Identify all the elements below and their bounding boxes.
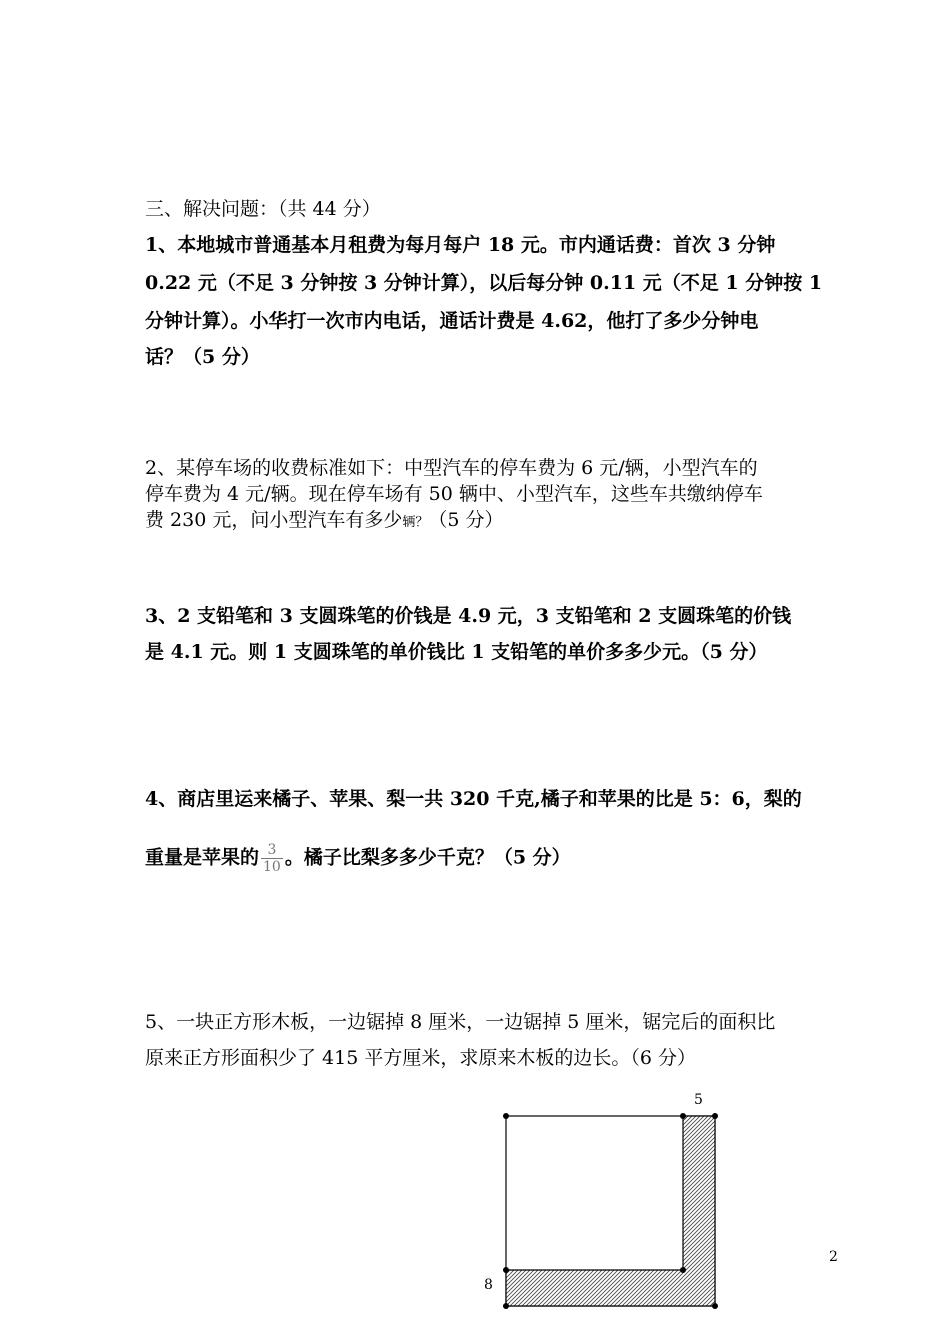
- fraction-numerator: 3: [261, 842, 283, 859]
- removed-strips-hatched: [506, 1116, 715, 1306]
- problem-4-line-2: [145, 842, 571, 875]
- problem-4-line-2-after: 。橘子比梨多多少千克？（5 分）: [284, 846, 571, 869]
- vertex-dot: [503, 1113, 509, 1119]
- problem-5-line-2: 原来正方形面积少了 415 平方厘米，求原来木板的边长。（6 分）: [145, 1047, 696, 1069]
- problem-1-line-3: 分钟计算）。小华打一次市内电话，通话计费是 4.62，他打了多少分钟电: [145, 310, 759, 332]
- label-bottom-left: 8: [484, 1277, 493, 1293]
- square-board-diagram: [495, 1105, 725, 1315]
- problem-2-line-3-text: 费 230 元，问小型汽车有多少: [145, 509, 403, 531]
- fraction: [261, 842, 283, 875]
- vertex-dot: [503, 1267, 509, 1273]
- label-top-right: 5: [694, 1092, 703, 1108]
- problem-2-line-1: 2、某停车场的收费标准如下：中型汽车的停车费为 6 元/辆，小型汽车的: [145, 457, 758, 479]
- vertex-dot: [680, 1113, 686, 1119]
- problem-5-line-1: 5、一块正方形木板，一边锯掉 8 厘米，一边锯掉 5 厘米，锯完后的面积比: [145, 1011, 776, 1033]
- vertex-dot: [712, 1113, 718, 1119]
- problem-4-line-2-before: 重量是苹果的: [145, 846, 260, 869]
- problem-2-line-3-points: （5 分）: [428, 509, 504, 531]
- vertex-dot: [503, 1303, 509, 1309]
- problem-1-line-1: 1、本地城市普通基本月租费为每月每户 18 元。市内通话费：首次 3 分钟: [145, 234, 776, 256]
- problem-3-line-2: 是 4.1 元。则 1 支圆珠笔的单价钱比 1 支铅笔的单价多多少元。（5 分）: [145, 641, 768, 663]
- page-number: 2: [829, 1249, 838, 1265]
- problem-2-line-3-small: 辆？: [402, 515, 429, 530]
- problem-1-line-2: 0.22 元（不足 3 分钟按 3 分钟计算），以后每分钟 0.11 元（不足 1 分钟按 1: [145, 272, 823, 294]
- fraction-denominator: 10: [263, 859, 281, 875]
- problem-1-line-4: 话？（5 分）: [145, 346, 260, 368]
- problem-4-line-1: 4、商店里运来橘子、苹果、梨一共 320 千克,橘子和苹果的比是 5：6，梨的: [145, 788, 802, 810]
- problem-2-line-2: 停车费为 4 元/辆。现在停车场有 50 辆中、小型汽车，这些车共缴纳停车: [145, 483, 763, 505]
- problem-2-line-3: [145, 508, 504, 535]
- vertex-dot: [712, 1303, 718, 1309]
- section-heading: 三、解决问题：（共 44 分）: [145, 198, 381, 220]
- problem-3-line-1: 3、2 支铅笔和 3 支圆珠笔的价钱是 4.9 元，3 支铅笔和 2 支圆珠笔的价钱: [145, 605, 792, 627]
- vertex-dot: [680, 1267, 686, 1273]
